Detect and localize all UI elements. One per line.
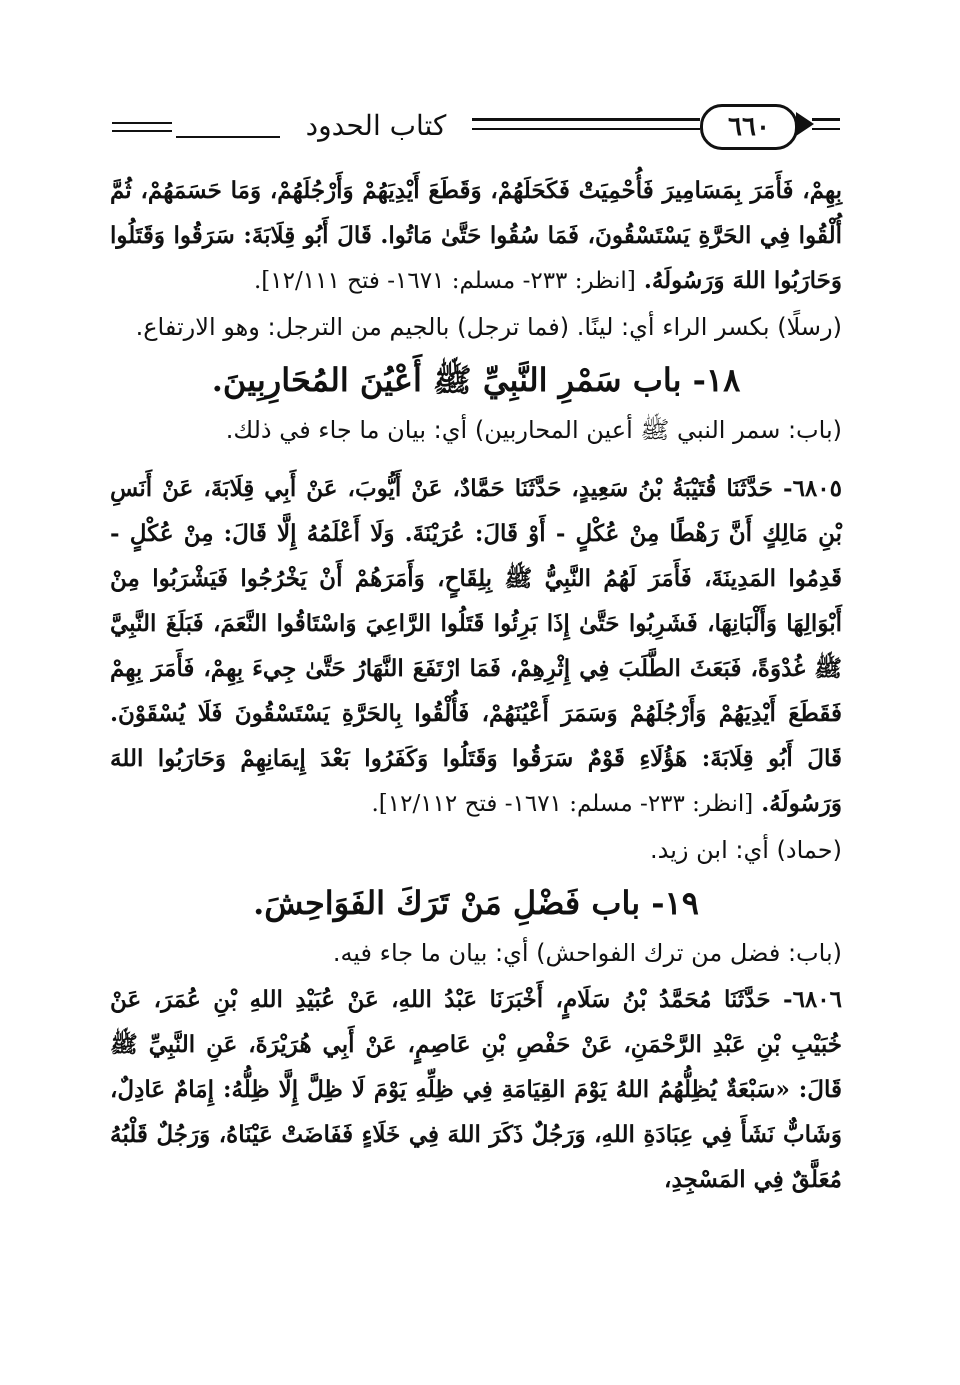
hadith-continuation xyxy=(110,168,842,304)
header-rule-left-outer xyxy=(112,122,172,124)
chapter-heading-19: ١٩- باب فَضْلِ مَنْ تَرَكَ الفَوَاحِشَ. xyxy=(253,884,699,922)
chapter-heading-18: ١٨- باب سَمْرِ النَّبِيِّ ﷺ أَعْيُنَ المُحَارِبِينَ. xyxy=(211,361,741,399)
page-body xyxy=(110,168,842,1202)
header-rule-middle xyxy=(456,118,700,121)
chapter-19-commentary: (باب: فضل من ترك الفواحش) أي: بيان ما جاء فيه. xyxy=(332,939,842,967)
hadith-6805-commentary: (حماد) أي: ابن زيد. xyxy=(650,836,842,864)
header-rule-right xyxy=(812,118,840,121)
chapter-18-commentary: (باب: سمر النبي ﷺ أعين المحاربين) أي: بيان ما جاء في ذلك. xyxy=(225,416,842,444)
hadith-6805-text: ٦٨٠٥- حَدَّثَنَا قُتَيْبَةُ بْنُ سَعِيدٍ، حَدَّثَنَا حَمَّادٌ، عَنْ أَيُّوبَ، عَنْ أَبِي قِلَابَةَ، عَنْ أَنَسِ بْنِ مَالِكٍ أَنَّ رَهْطًا مِنْ عُكْلٍ - أَوْ قَالَ: عُرَيْنَةَ. وَلَا أَعْلَمُهُ إِلَّا قَالَ: مِنْ عُكْلٍ - قَدِمُوا المَدِينَةَ، فَأَمَرَ لَهُمُ النَّبِيُّ ﷺ بِلِقَاحٍ، وَأَمَرَهُمْ أَنْ يَخْرُجُوا فَيَشْرَبُوا مِنْ أَبْوَالِهَا وَأَلْبَانِهَا، فَشَرِبُوا حَتَّىٰ إِذَا بَرِئُوا قَتَلُوا الرَّاعِيَ وَاسْتَاقُوا النَّعَمَ، فَبَلَغَ النَّبِيَّ ﷺ غُدْوَةً، فَبَعَثَ الطَّلَبَ فِي إِثْرِهِمْ، فَمَا ارْتَفَعَ النَّهَارُ حَتَّىٰ جِيءَ بِهِمْ، فَأَمَرَ بِهِمْ فَقَطَعَ أَيْدِيَهُمْ وَأَرْجُلَهُمْ وَسَمَرَ أَعْيُنَهُمْ، فَأُلْقُوا بِالحَرَّةِ يَسْتَسْقُونَ فَلَا يُسْقَوْنَ. قَالَ أَبُو قِلَابَةَ: هَؤُلَاءِ قَوْمٌ سَرَقُوا وَقَتَلُوا وَكَفَرُوا بَعْدَ إِيمَانِهِمْ وَحَارَبُوا اللهَ وَرَسُولَهُ. xyxy=(110,475,842,817)
header-rule-left-inner xyxy=(112,130,172,132)
hadith-text: بِهِمْ، فَأَمَرَ بِمَسَامِيرَ فَأُحْمِيَتْ فَكَحَلَهُمْ، وَقَطَعَ أَيْدِيَهُمْ وَأَرْجُلَهُمْ، وَمَا حَسَمَهُمْ، ثُمَّ أُلْقُوا فِي الحَرَّةِ يَسْتَسْقُونَ، فَمَا سُقُوا حَتَّىٰ مَاتُوا. قَالَ أَبُو قِلَابَةَ: سَرَقُوا وَقَتَلُوا وَحَارَبُوا اللهَ وَرَسُولَهُ. xyxy=(110,177,842,294)
hadith-6805 xyxy=(110,466,842,827)
header-rule-right-lower xyxy=(812,128,840,130)
page-badge-ornament xyxy=(796,112,814,136)
running-title: كتاب الحدود xyxy=(280,106,472,146)
page-header xyxy=(112,100,840,156)
header-rule-middle-lower xyxy=(456,128,700,130)
page-number-badge: ٦٦٠ xyxy=(700,104,798,150)
hadith-reference: [انظر: ٢٣٣- مسلم: ١٦٧١- فتح ١٢/١١١]. xyxy=(254,268,636,294)
commentary-paragraph: (رسلًا) بكسر الراء أي: لينًا. (فما ترجل) بالجيم من الترجل: وهو الارتفاع. xyxy=(135,313,842,341)
hadith-6805-reference: [انظر: ٢٣٣- مسلم: ١٦٧١- فتح ١٢/١١٢]. xyxy=(371,791,754,817)
hadith-6806: ٦٨٠٦- حَدَّثَنَا مُحَمَّدُ بْنُ سَلَامٍ، أَخْبَرَنَا عَبْدُ اللهِ، عَنْ عُبَيْدِ اللهِ بْنِ عُمَرَ، عَنْ خُبَيْبِ بْنِ عَبْدِ الرَّحْمَنِ، عَنْ حَفْصِ بْنِ عَاصِمٍ، عَنْ أَبِي هُرَيْرَةَ، عَنِ النَّبِيِّ ﷺ قَالَ: «سَبْعَةٌ يُظِلُّهُمُ اللهُ يَوْمَ القِيَامَةِ فِي ظِلِّهِ يَوْمَ لَا ظِلَّ إِلَّا ظِلُّهُ: إِمَامٌ عَادِلٌ، وَشَابٌّ نَشَأَ فِي عِبَادَةِ اللهِ، وَرَجُلٌ ذَكَرَ اللهَ فِي خَلَاءٍ فَفَاضَتْ عَيْنَاهُ، وَرَجُلٌ قَلْبُهُ مُعَلَّقٌ فِي المَسْجِدِ، xyxy=(110,986,842,1193)
